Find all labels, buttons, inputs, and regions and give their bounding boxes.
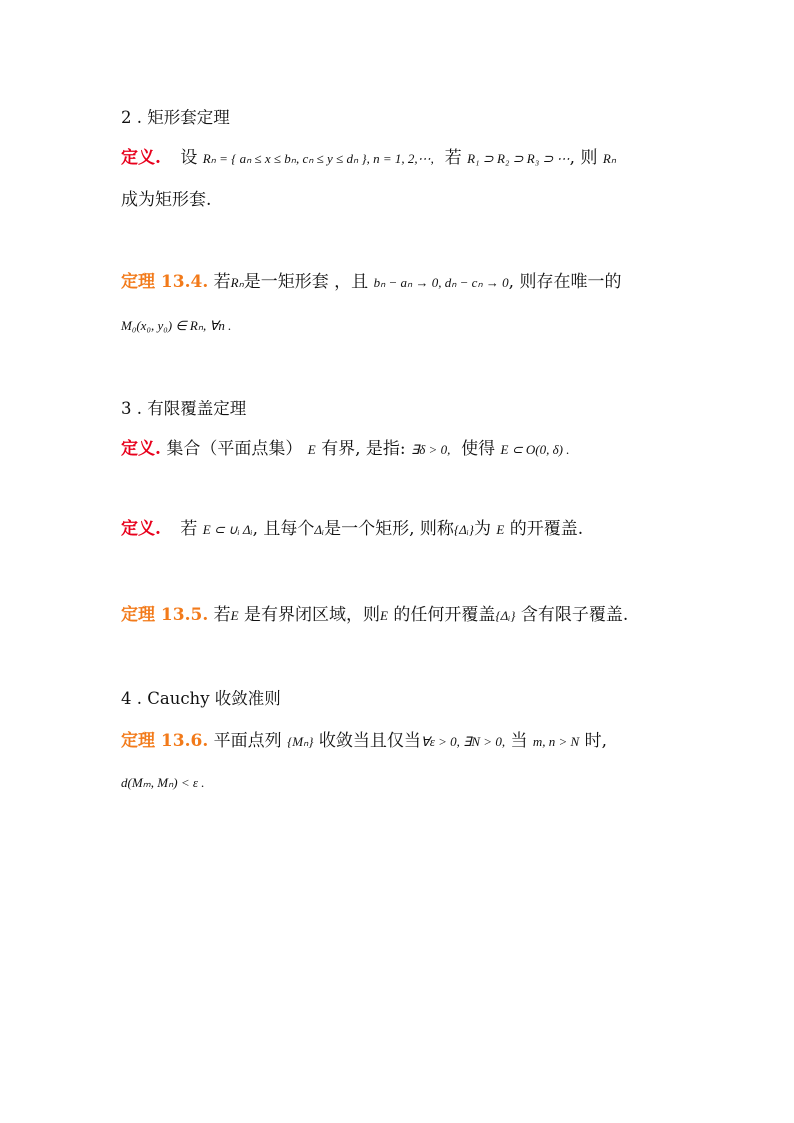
theorem-13-4-continuation: M₀(x₀, y₀) ∈ Rₙ, ∀n .: [121, 318, 232, 333]
section-3-heading: 3 . 有限覆盖定理: [121, 399, 247, 418]
text: 当: [510, 731, 528, 751]
math-epsilon-n: ∀ε > 0, ∃N > 0,: [420, 734, 506, 749]
math-e: E: [380, 608, 388, 623]
math-e-subset-ball: E ⊂ O(0, δ) .: [500, 442, 570, 457]
theorem-label: 定理 13.5.: [121, 605, 209, 625]
math-sequence: {Mₙ}: [287, 734, 314, 749]
math-delta-set: {Δᵢ}: [453, 522, 474, 537]
text: 若: [444, 148, 462, 168]
math-e: E: [230, 608, 239, 623]
text: 若: [180, 519, 198, 539]
math-e-union: E ⊂ ∪ᵢ Δᵢ: [202, 522, 253, 537]
definition-open-cover: [121, 517, 583, 542]
math-nested-chain: R₁ ⊃ R₂ ⊃ R₃ ⊃ ⋯: [467, 151, 570, 166]
text: 集合（平面点集）: [166, 439, 303, 459]
section-4-heading: 4 . Cauchy 收敛准则: [121, 689, 281, 708]
math-m-n-greater-n: m, n > N: [532, 734, 580, 749]
theorem-13-5: [121, 603, 628, 628]
theorem-13-6: [121, 729, 607, 754]
text: 平面点列: [213, 731, 282, 751]
math-delta-i: Δᵢ: [314, 522, 325, 537]
definition-continuation: 成为矩形套.: [121, 190, 212, 210]
math-rn-definition: Rₙ = { aₙ ≤ x ≤ bₙ, cₙ ≤ y ≤ dₙ }, n = 1, 2,⋯,: [202, 151, 434, 166]
math-rn: Rₙ: [230, 275, 244, 290]
text: 含有限子覆盖.: [520, 605, 629, 625]
text: 的任何开覆盖: [393, 605, 496, 625]
math-e: E: [307, 442, 316, 457]
text: 是一个矩形, 则称: [324, 519, 454, 539]
text: 使得: [461, 439, 496, 459]
definition-label: 定义.: [121, 519, 161, 539]
section-2-heading: 2 . 矩形套定理: [121, 108, 230, 127]
definition-bounded: [121, 437, 569, 462]
math-e: E: [496, 522, 505, 537]
math-rn: Rₙ: [602, 151, 616, 166]
text: 收敛当且仅当: [318, 731, 421, 751]
math-delta-set: {Δᵢ}: [495, 608, 516, 623]
text: 为: [473, 519, 491, 539]
text: , 则存在唯一的: [508, 272, 622, 292]
theorem-label: 定理 13.4.: [121, 272, 209, 292]
text: 的开覆盖.: [509, 519, 584, 539]
text: 有界, 是指:: [321, 439, 406, 459]
text: 设: [180, 148, 198, 168]
theorem-13-4: [121, 270, 621, 295]
definition-label: 定义.: [121, 439, 161, 459]
text: , 且每个: [252, 519, 315, 539]
text: 若: [213, 605, 231, 625]
math-limits: bₙ − aₙ → 0, dₙ − cₙ → 0: [373, 275, 509, 290]
definition-label: 定义.: [121, 148, 161, 168]
text: 是一矩形套 ，且: [243, 272, 369, 292]
theorem-label: 定理 13.6.: [121, 731, 209, 751]
theorem-13-6-continuation: d(Mₘ, Mₙ) < ε .: [121, 775, 205, 790]
text: 时,: [584, 731, 608, 751]
math-exists-delta: ∃δ > 0,: [411, 442, 451, 457]
text: 是有界闭区域，则: [244, 605, 381, 625]
definition-rectangle-nest: [121, 146, 616, 171]
text: 若: [213, 272, 231, 292]
text: , 则: [569, 148, 598, 168]
